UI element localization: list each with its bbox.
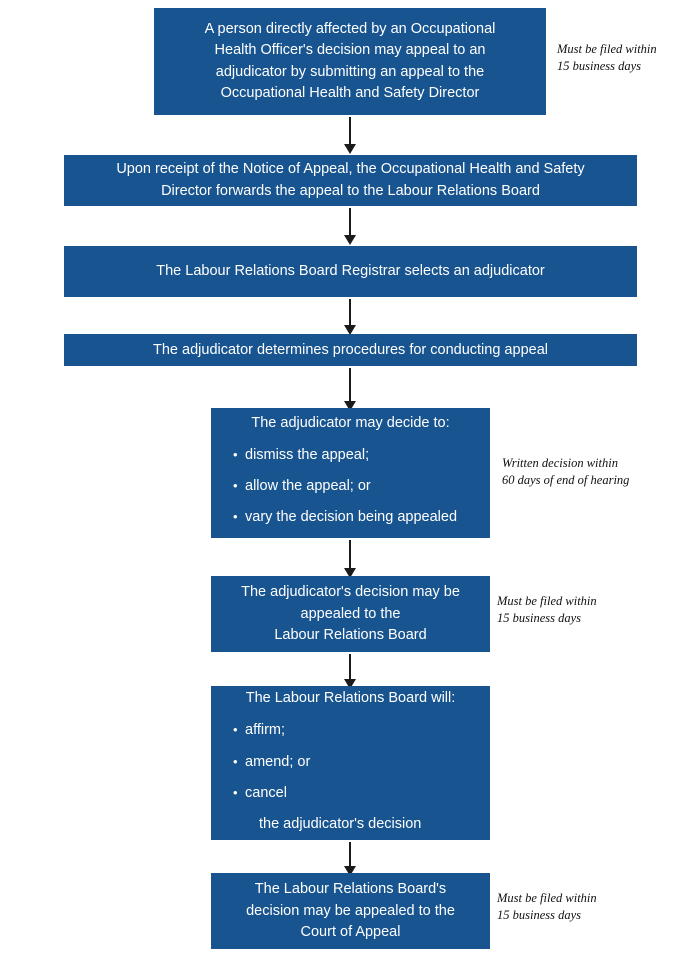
node-bullet [233,476,371,497]
bullet-dot-icon: • [233,478,238,493]
bullet-dot-icon: • [233,753,238,769]
node-line: The Labour Relations Board's [254,881,447,898]
flow-node-lrb-outcomes [211,686,490,840]
node-line: Occupational Health and Safety Director [220,84,480,101]
bullet-text: amend; or [245,753,311,770]
node-heading: The adjudicator may decide to: [251,414,450,431]
bullet-dot-icon: • [233,446,238,462]
node-line: The adjudicator's decision may be [241,584,460,601]
note-filing-deadline-1 [557,41,687,75]
node-heading: The Labour Relations Board will: [245,690,456,707]
bullet-text: vary the decision being appealed [245,509,458,526]
arrow-connector [349,117,351,145]
node-line: decision may be appealed to the [246,902,455,919]
note-line: 60 days of end of hearing [502,472,630,487]
node-line: Upon receipt of the Notice of Appeal, the Occupational Health and Safety [116,161,585,178]
note-written-decision-deadline [502,455,677,489]
bullet-text: allow the appeal; or [245,478,371,494]
note-line: Must be filed within [557,42,657,56]
node-line: Labour Relations Board [274,626,427,643]
bullet-dot-icon: • [233,784,238,800]
node-line: A person directly affected by an Occupational [204,21,496,38]
note-line: Must be filed within [497,594,597,608]
node-line: appealed to the [300,605,401,622]
node-line: Director forwards the appeal to the Labour Relations Board [161,182,540,199]
flow-node-procedures [64,334,637,366]
node-line: adjudicator by submitting an appeal to the [215,63,485,80]
node-bullet [233,783,287,804]
arrow-connector [349,654,351,680]
bullet-dot-icon: • [233,722,238,738]
arrow-connector [349,368,351,402]
note-line: 15 business days [557,58,642,73]
node-bullet [233,752,310,773]
node-bullet [233,720,285,741]
note-line: 15 business days [497,907,582,922]
flow-node-appeal-to-lrb [211,576,490,652]
node-bullet [233,507,457,528]
flow-node-adjudicator-decision-options [211,408,490,538]
flow-node-court-of-appeal [211,873,490,949]
bullet-text: cancel [245,784,287,801]
flow-node-director-forwards [64,155,637,206]
node-line: The Labour Relations Board Registrar selects an adjudicator [156,262,545,279]
note-line: Must be filed within [497,891,597,905]
bullet-text: affirm; [245,722,286,739]
node-bullet [233,445,369,466]
arrow-connector [349,540,351,569]
bullet-dot-icon: • [233,509,238,525]
note-line: 15 business days [497,610,582,625]
node-trailing-text: the adjudicator's decision [259,815,422,832]
arrow-connector [349,299,351,326]
node-line: The adjudicator determines procedures for conducting appeal [153,341,548,358]
note-line: Written decision within [502,456,618,470]
note-filing-deadline-3 [497,890,627,924]
note-filing-deadline-2 [497,593,627,627]
node-line: Health Officer's decision may appeal to an [214,42,486,59]
arrow-connector [349,842,351,867]
arrow-connector [349,208,351,236]
flow-node-registrar-selects [64,246,637,297]
node-line: Court of Appeal [300,923,401,940]
bullet-text: dismiss the appeal; [245,446,370,463]
flow-node-appeal-submission [154,8,546,115]
